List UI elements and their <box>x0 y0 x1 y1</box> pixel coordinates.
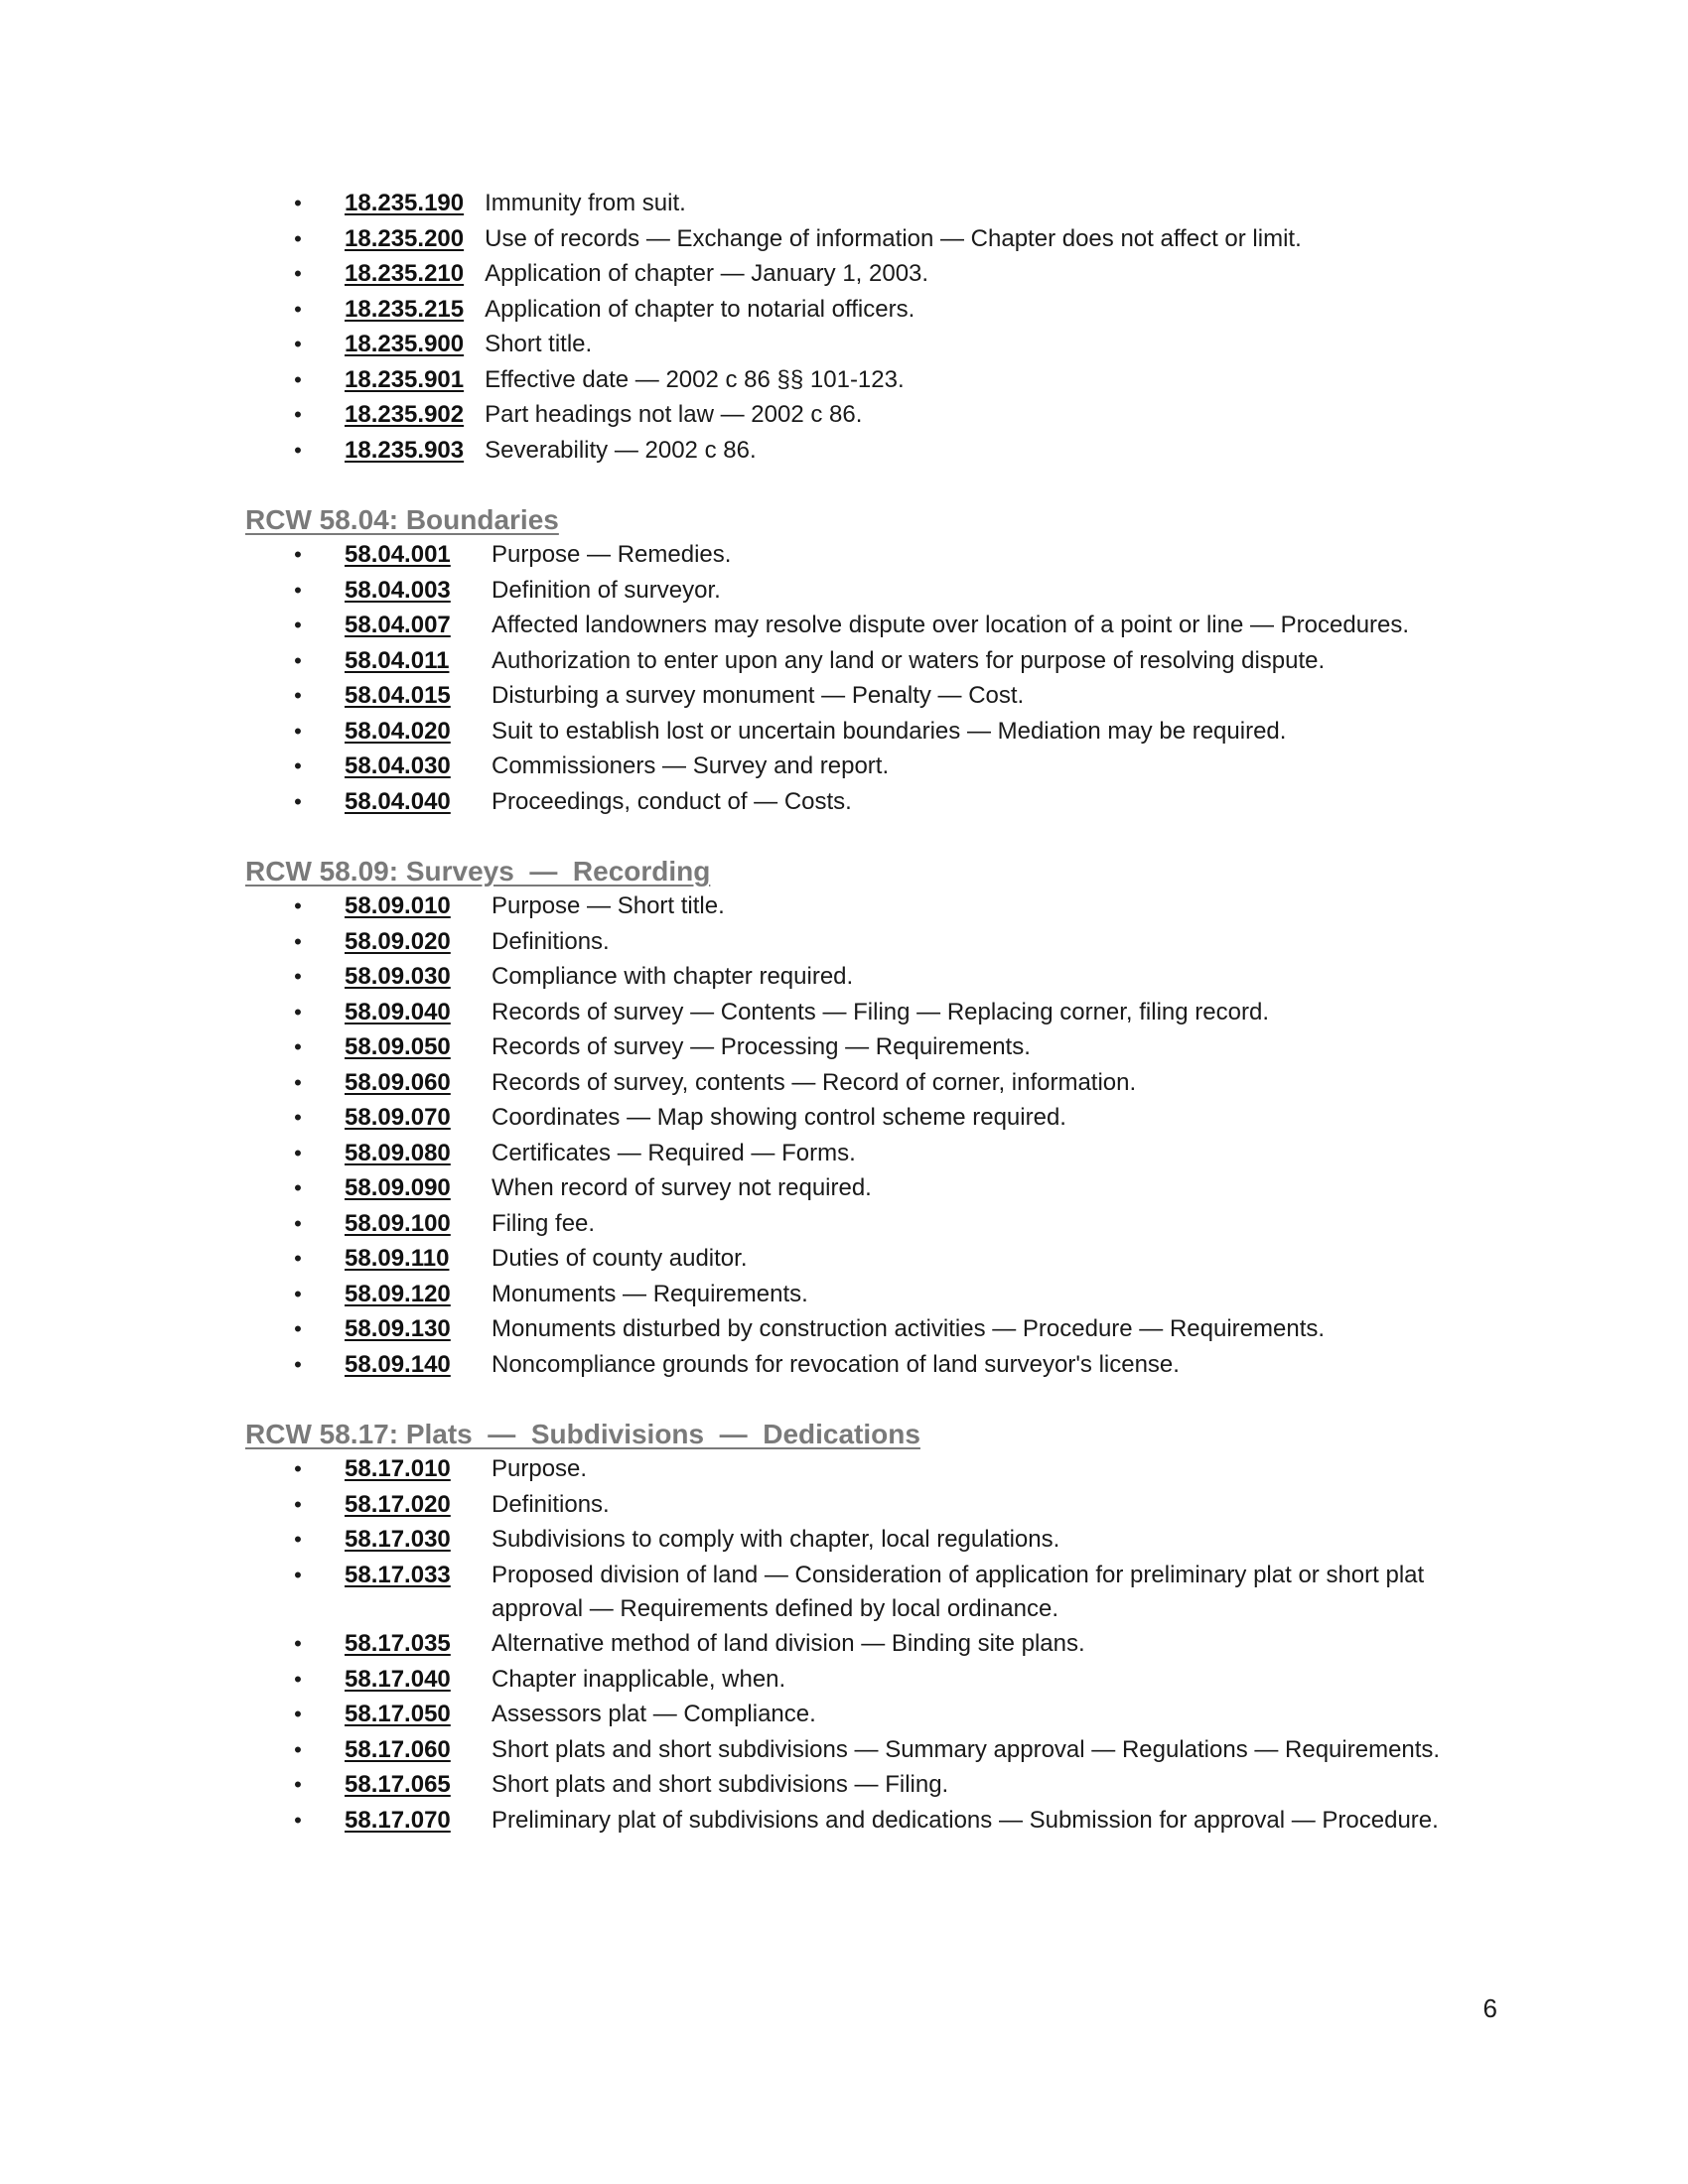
section-description: Chapter inapplicable, when. <box>492 1665 786 1693</box>
list-item <box>245 1663 1467 1697</box>
section-code-link[interactable]: 58.09.060 <box>345 1068 451 1096</box>
bullet-icon: • <box>294 1702 302 1726</box>
list-item <box>245 1066 1467 1100</box>
bullet-icon: • <box>294 647 302 673</box>
rcw-18-235-list <box>245 187 1467 468</box>
section-description: Purpose — Short title. <box>492 892 725 919</box>
section-description: Compliance with chapter required. <box>492 963 854 990</box>
list-item <box>245 1207 1467 1241</box>
bullet-icon: • <box>294 893 302 918</box>
section-code-link[interactable]: 18.235.190 <box>345 190 465 216</box>
section-description: Coordinates — Map showing control scheme required. <box>492 1104 1066 1131</box>
section-description: Proceedings, conduct of — Costs. <box>492 787 852 815</box>
section-code-link[interactable]: 18.235.200 <box>345 224 465 252</box>
section-description: Certificates — Required — Forms. <box>492 1139 856 1166</box>
bullet-icon: • <box>294 1807 302 1833</box>
bullet-icon: • <box>294 928 302 954</box>
list-item <box>245 1523 1467 1557</box>
section-description: Application of chapter to notarial officers. <box>485 295 915 323</box>
list-item <box>245 222 1467 256</box>
section-code-link[interactable]: 58.04.001 <box>345 541 451 568</box>
section-code-link[interactable]: 58.17.030 <box>345 1526 451 1553</box>
section-code-link[interactable]: 18.235.902 <box>345 401 465 428</box>
section-code-link[interactable]: 58.17.040 <box>345 1665 451 1693</box>
section-description: Monuments disturbed by construction activities — Procedure — Requirements. <box>492 1315 1326 1342</box>
bullet-icon: • <box>294 1140 302 1165</box>
section-heading[interactable]: RCW 58.17: Plats — Subdivisions — Dedications <box>245 1419 920 1449</box>
section-description: Severability — 2002 c 86. <box>485 436 757 464</box>
section-code-link[interactable]: 18.235.215 <box>345 295 465 323</box>
section-code-link[interactable]: 58.09.030 <box>345 963 451 990</box>
section-description: Records of survey, contents — Record of corner, information. <box>492 1068 1137 1096</box>
section-spacer <box>245 1383 1467 1417</box>
section-code-link[interactable]: 58.09.120 <box>345 1280 451 1307</box>
bullet-icon: • <box>294 296 302 322</box>
section-heading[interactable]: RCW 58.09: Surveys — Recording <box>245 856 711 887</box>
section-code-link[interactable]: 58.09.100 <box>345 1209 451 1237</box>
section-code-link[interactable]: 58.09.140 <box>345 1350 451 1378</box>
list-item <box>245 187 1467 220</box>
section-description: Purpose — Remedies. <box>492 541 732 568</box>
list-item <box>245 257 1467 291</box>
page-content <box>245 187 1467 1839</box>
list-item <box>245 538 1467 572</box>
section-description: Subdivisions to comply with chapter, local regulations. <box>492 1526 1060 1553</box>
bullet-icon: • <box>294 1631 302 1656</box>
bullet-icon: • <box>294 1666 302 1692</box>
section-description: Suit to establish lost or uncertain boundaries — Mediation may be required. <box>492 717 1287 745</box>
section-heading[interactable]: RCW 58.04: Boundaries <box>245 504 559 535</box>
section-code-link[interactable]: 58.04.040 <box>345 787 451 815</box>
list-item <box>245 1101 1467 1135</box>
list-item <box>245 1242 1467 1276</box>
section-code-link[interactable]: 58.17.035 <box>345 1630 451 1657</box>
section-description: Part headings not law — 2002 c 86. <box>485 401 863 428</box>
section-code-link[interactable]: 18.235.903 <box>345 436 465 464</box>
section-code-link[interactable]: 58.09.130 <box>345 1315 451 1342</box>
section-code-link[interactable]: 58.09.020 <box>345 927 451 955</box>
sections-container <box>245 469 1467 1838</box>
section-code-link[interactable]: 58.04.011 <box>345 646 450 674</box>
section-description: Definition of surveyor. <box>492 576 721 604</box>
list-item <box>245 1559 1467 1626</box>
section-code-link[interactable]: 58.17.050 <box>345 1701 451 1727</box>
bullet-icon: • <box>294 1246 302 1271</box>
list-item <box>245 1171 1467 1205</box>
list-item <box>245 925 1467 959</box>
section-code-link[interactable]: 58.04.003 <box>345 576 451 604</box>
section-code-link[interactable]: 58.09.090 <box>345 1174 451 1201</box>
section-code-link[interactable]: 58.17.033 <box>345 1561 451 1588</box>
bullet-icon: • <box>294 964 302 989</box>
section-code-link[interactable]: 58.09.010 <box>345 892 451 919</box>
section-code-link[interactable]: 58.04.030 <box>345 752 451 779</box>
list-item <box>245 1312 1467 1346</box>
bullet-icon: • <box>294 788 302 814</box>
bullet-icon: • <box>294 542 302 567</box>
section-description: Alternative method of land division — Binding site plans. <box>492 1630 1085 1657</box>
bullet-icon: • <box>294 1175 302 1200</box>
bullet-icon: • <box>294 1736 302 1762</box>
list-item <box>245 363 1467 397</box>
section-description: Records of survey — Contents — Filing — Replacing corner, filing record. <box>492 998 1269 1025</box>
section-description: Commissioners — Survey and report. <box>492 752 890 779</box>
list-item <box>245 715 1467 749</box>
bullet-icon: • <box>294 1281 302 1306</box>
section-description: Filing fee. <box>492 1209 596 1237</box>
page-number: 6 <box>1482 1993 1497 2023</box>
bullet-icon: • <box>294 437 302 463</box>
section-spacer <box>245 820 1467 854</box>
list-item <box>245 574 1467 608</box>
bullet-icon: • <box>294 1316 302 1341</box>
list-item <box>245 1030 1467 1064</box>
section-description: Duties of county auditor. <box>492 1245 748 1272</box>
list-item <box>245 785 1467 819</box>
list-item <box>245 1137 1467 1170</box>
section-code-link[interactable]: 58.17.070 <box>345 1806 451 1834</box>
section-code-link[interactable]: 58.04.020 <box>345 717 451 745</box>
bullet-icon: • <box>294 191 302 215</box>
section-spacer <box>245 469 1467 502</box>
section-description: Disturbing a survey monument — Penalty — Cost. <box>492 682 1025 709</box>
bullet-icon: • <box>294 261 302 286</box>
list-item <box>245 960 1467 994</box>
section-code-link[interactable]: 58.09.070 <box>345 1104 451 1131</box>
section-description: Affected landowners may resolve dispute over location of a point or line — Procedures. <box>492 612 1410 638</box>
bullet-icon: • <box>294 1105 302 1130</box>
section-code-link[interactable]: 18.235.900 <box>345 331 465 357</box>
section-code-link[interactable]: 58.17.020 <box>345 1490 451 1518</box>
section-description: Noncompliance grounds for revocation of land surveyor's license. <box>492 1350 1180 1378</box>
list-item <box>245 1733 1467 1767</box>
section-code-link[interactable]: 58.09.080 <box>345 1139 451 1166</box>
bullet-icon: • <box>294 1351 302 1377</box>
bullet-icon: • <box>294 1527 302 1552</box>
bullet-icon: • <box>294 402 302 427</box>
section-description: Proposed division of land — Consideration of application for preliminary plat or short plat approval — Requirements defined by local ordinance. <box>492 1561 1425 1622</box>
list-item <box>245 644 1467 678</box>
section-description: Records of survey — Processing — Requirements. <box>492 1033 1031 1060</box>
section-code-link[interactable]: 58.17.060 <box>345 1735 451 1763</box>
list-item <box>245 1452 1467 1486</box>
list-item <box>245 609 1467 642</box>
bullet-icon: • <box>294 613 302 637</box>
bullet-icon: • <box>294 1069 302 1095</box>
section-code-link[interactable]: 58.17.010 <box>345 1455 451 1482</box>
section-list <box>245 889 1467 1382</box>
section-description: Short title. <box>485 331 593 357</box>
section-code-link[interactable]: 58.04.015 <box>345 682 451 709</box>
bullet-icon: • <box>294 366 302 392</box>
list-item <box>245 996 1467 1029</box>
bullet-icon: • <box>294 1562 302 1587</box>
bullet-icon: • <box>294 1772 302 1797</box>
list-item <box>245 889 1467 923</box>
list-item <box>245 1804 1467 1838</box>
list-item <box>245 1698 1467 1731</box>
section-description: Definitions. <box>492 1490 610 1518</box>
bullet-icon: • <box>294 1491 302 1517</box>
section-list <box>245 1452 1467 1838</box>
section-description: Effective date — 2002 c 86 §§ 101-123. <box>485 365 905 393</box>
list-item <box>245 1348 1467 1382</box>
bullet-icon: • <box>294 225 302 251</box>
section-description: Authorization to enter upon any land or waters for purpose of resolving dispute. <box>492 646 1326 674</box>
section-code-link[interactable]: 58.09.050 <box>345 1033 451 1060</box>
bullet-icon: • <box>294 1034 302 1059</box>
section-code-link[interactable]: 58.17.065 <box>345 1771 451 1798</box>
section-description: Preliminary plat of subdivisions and dedications — Submission for approval — Procedure. <box>492 1806 1439 1834</box>
list-item <box>245 1627 1467 1661</box>
section-code-link[interactable]: 58.04.007 <box>345 612 451 638</box>
section-code-link[interactable]: 58.09.110 <box>345 1245 450 1272</box>
section-code-link[interactable]: 58.09.040 <box>345 998 451 1025</box>
section-description: Short plats and short subdivisions — Filing. <box>492 1771 949 1798</box>
list-item <box>245 293 1467 327</box>
bullet-icon: • <box>294 332 302 356</box>
list-item <box>245 750 1467 783</box>
list-item <box>245 1278 1467 1311</box>
list-item <box>245 398 1467 432</box>
list-item <box>245 679 1467 713</box>
section-description: Definitions. <box>492 927 610 955</box>
section-description: Purpose. <box>492 1455 588 1482</box>
section-description: Short plats and short subdivisions — Summary approval — Regulations — Requirements. <box>492 1735 1441 1763</box>
list-item <box>245 434 1467 468</box>
bullet-icon: • <box>294 1456 302 1481</box>
section-description: Use of records — Exchange of information — Chapter does not affect or limit. <box>485 224 1302 252</box>
bullet-icon: • <box>294 683 302 708</box>
section-description: Application of chapter — January 1, 2003. <box>485 260 929 287</box>
section-description: Immunity from suit. <box>485 190 686 216</box>
bullet-icon: • <box>294 718 302 744</box>
bullet-icon: • <box>294 577 302 603</box>
section-list <box>245 538 1467 819</box>
section-code-link[interactable]: 18.235.210 <box>345 260 465 287</box>
bullet-icon: • <box>294 999 302 1024</box>
list-item <box>245 1768 1467 1802</box>
section-description: Monuments — Requirements. <box>492 1280 808 1307</box>
section-description: Assessors plat — Compliance. <box>492 1701 816 1727</box>
section-code-link[interactable]: 18.235.901 <box>345 365 465 393</box>
section-description: When record of survey not required. <box>492 1174 872 1201</box>
bullet-icon: • <box>294 1210 302 1236</box>
list-item <box>245 328 1467 361</box>
bullet-icon: • <box>294 753 302 778</box>
list-item <box>245 1488 1467 1522</box>
